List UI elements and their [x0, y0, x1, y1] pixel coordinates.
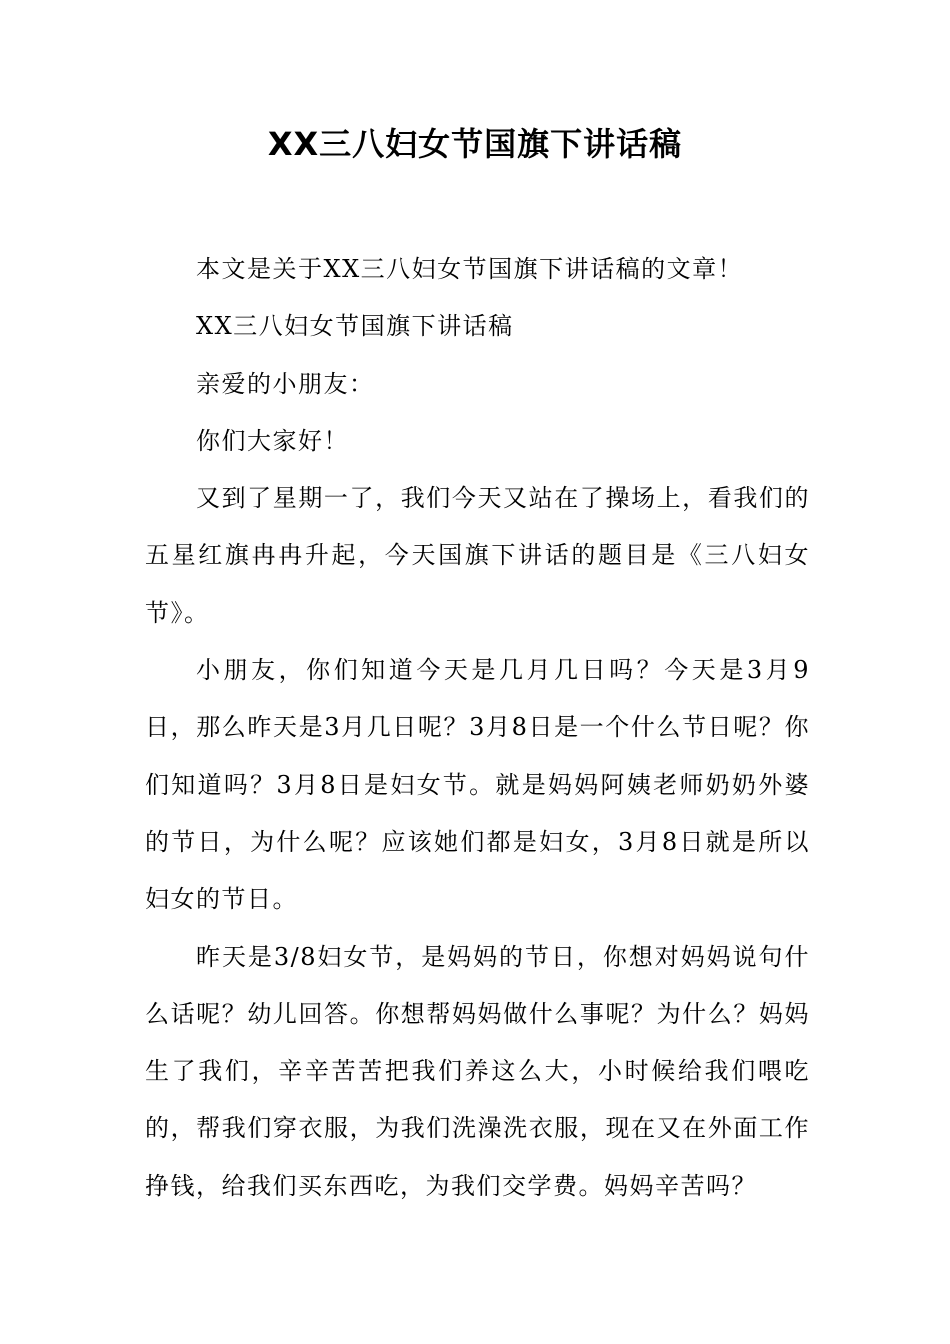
paragraph-salutation: 亲爱的小朋友：: [196, 369, 375, 398]
paragraph-body-3: 昨天是3/8妇女节，是妈妈的节日，你想对妈妈说句什么话呢？幼儿回答。你想帮妈妈做什么事呢？为什么？妈妈生了我们，辛辛苦苦把我们养这么大，小时候给我们喂吃的，帮我们穿衣服，为我们洗澡洗衣服，现在又在外面工作挣钱，给我们买东西吃，为我们交学费。妈妈辛苦吗？: [145, 942, 810, 1200]
document-title: XX三八妇女节国旗下讲话稿: [267, 125, 683, 163]
paragraph-greeting: 你们大家好！: [196, 426, 349, 455]
paragraph-subtitle: XX三八妇女节国旗下讲话稿: [196, 312, 514, 341]
document-body: [145, 241, 810, 1215]
paragraph-intro: 本文是关于XX三八妇女节国旗下讲话稿的文章！: [196, 255, 744, 283]
paragraph-body-2: 小朋友，你们知道今天是几月几日吗？今天是3月9日，那么昨天是3月几日呢？3月8日是一个什么节日呢？你们知道吗？3月8日是妇女节。就是妈妈阿姨老师奶奶外婆的节日，为什么呢？应该她们都是妇女，3月8日就是所以妇女的节日。: [145, 656, 810, 914]
paragraph-body-1: 又到了星期一了，我们今天又站在了操场上，看我们的五星红旗冉冉升起，今天国旗下讲话的题目是《三八妇女节》。: [145, 484, 810, 627]
